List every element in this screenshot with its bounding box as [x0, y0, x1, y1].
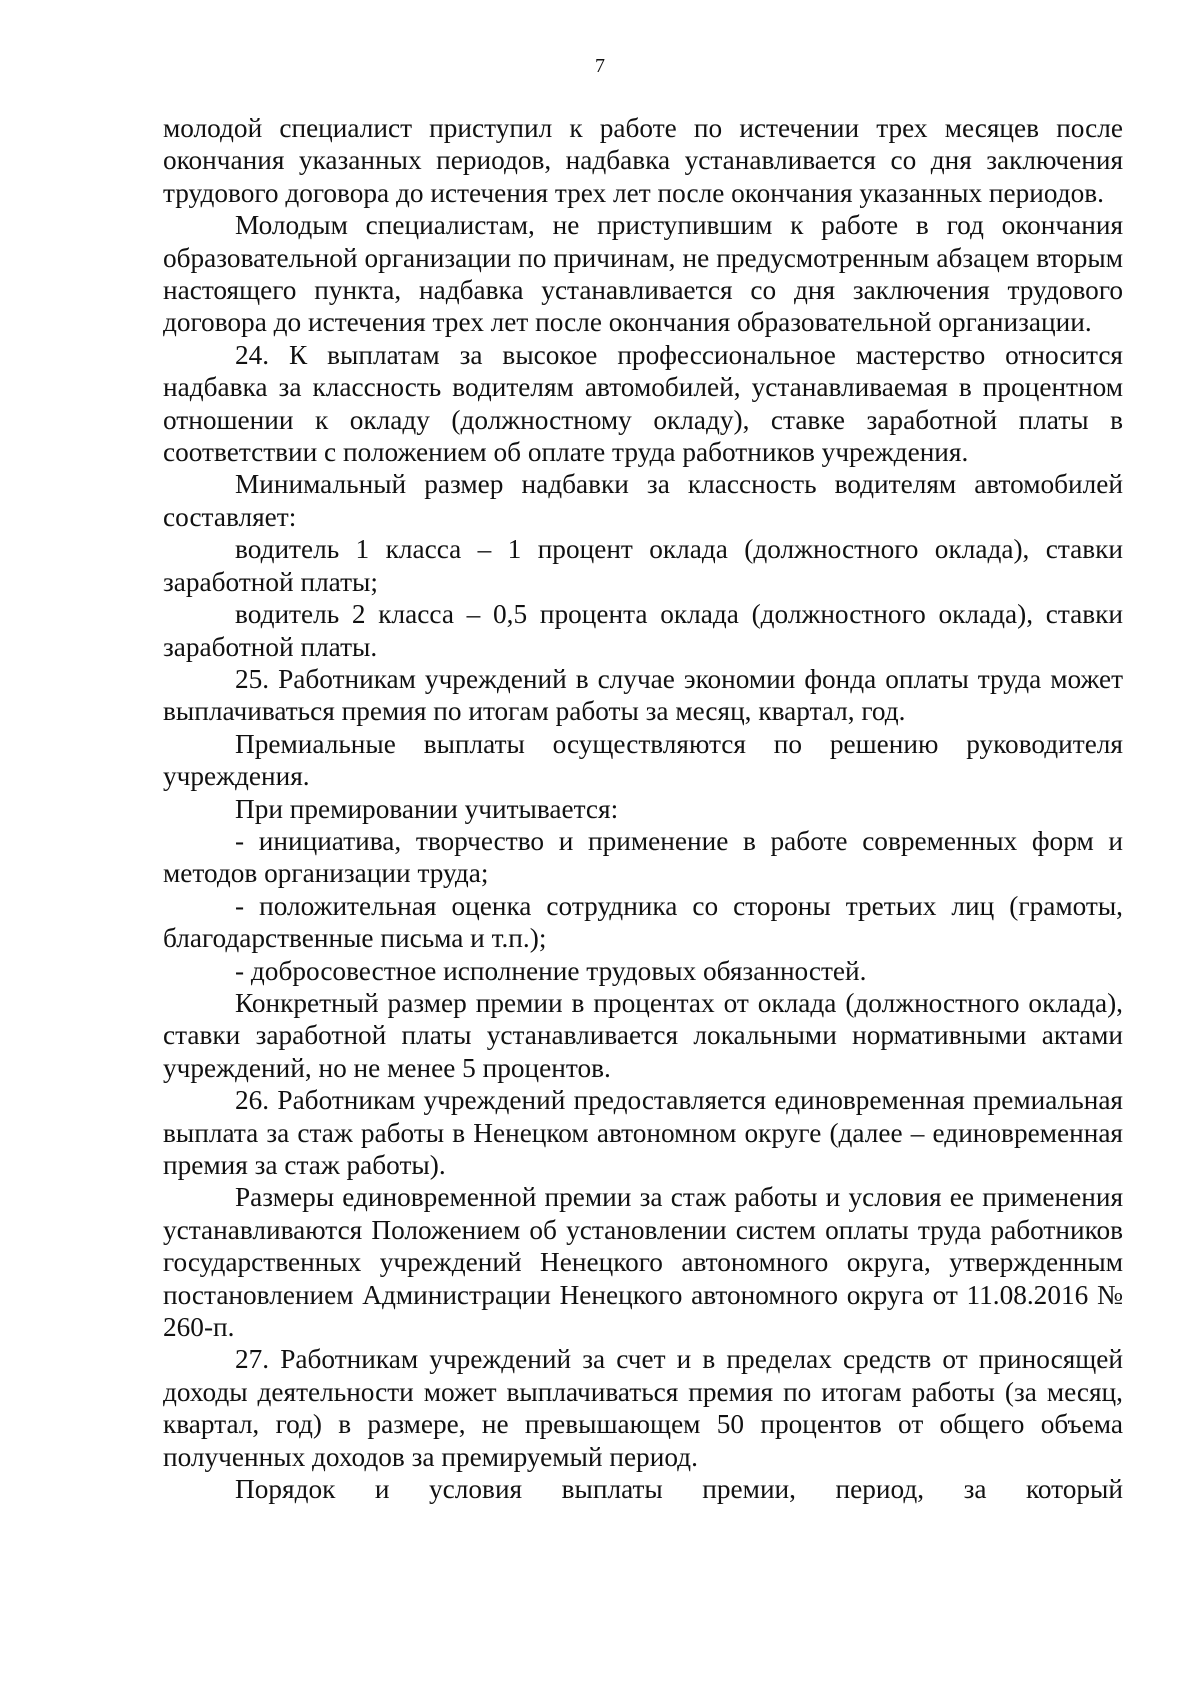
paragraph: - добросовестное исполнение трудовых обязанностей. — [235, 955, 867, 986]
paragraph: Премиальные выплаты осуществляются по решению руководителя учреждения. — [163, 728, 1123, 792]
paragraph: водитель 2 класса – 0,5 процента оклада (должностного оклада), ставки заработной платы. — [163, 599, 1123, 662]
paragraph: Молодым специалистам, не приступившим к работе в год окончания образовательной организации по причинам, не предусмотренным абзацем вторым настоящего пункта, надбавка устанавливается со дня заключения трудового договора до истечения трех лет после окончания образовательной организации. — [163, 210, 1123, 338]
paragraph: Размеры единовременной премии за стаж работы и условия ее применения устанавливаются Положением об установлении систем оплаты труда работников государственных учреждений Ненецкого автономного округа, утвержденным постановлением Администрации Ненецкого автономного округа от 11.08.2016 № 260-п. — [163, 1182, 1123, 1343]
paragraph: - положительная оценка сотрудника со стороны третьих лиц (грамоты, благодарственные письма и т.п.); — [163, 890, 1123, 954]
paragraph: водитель 1 класса – 1 процент оклада (должностного оклада), ставки заработной платы; — [163, 534, 1123, 597]
paragraph: 26. Работникам учреждений предоставляется единовременная премиальная выплата за стаж работы в Ненецком автономном округе (далее – единовременная премия за стаж работы). — [163, 1085, 1123, 1180]
paragraph: 24. К выплатам за высокое профессиональное мастерство относится надбавка за классность водителям автомобилей, устанавливаемая в процентном отношении к окладу (должностному окладу), ставке заработной платы в соответствии с положением об оплате труда работников учреждения. — [163, 339, 1123, 468]
paragraph: Порядок и условия выплаты премии, период, за который — [235, 1474, 1123, 1505]
paragraph: молодой специалист приступил к работе по истечении трех месяцев после окончания указанных периодов, надбавка устанавливается со дня заключения трудового договора до истечения трех лет после окончания указанных периодов. — [163, 113, 1123, 208]
page-number: 7 — [595, 55, 605, 77]
paragraph: При премировании учитывается: — [235, 793, 619, 824]
paragraph: Минимальный размер надбавки за классность водителям автомобилей составляет: — [163, 469, 1123, 532]
paragraph: 27. Работникам учреждений за счет и в пределах средств от приносящей доходы деятельности может выплачиваться премия по итогам работы (за месяц, квартал, год) в размере, не превышающем 50 процентов от общего объема полученных доходов за премируемый период. — [163, 1344, 1123, 1472]
paragraph: - инициатива, творчество и применение в работе современных форм и методов организации труда; — [163, 825, 1123, 889]
document-body — [163, 112, 1123, 1505]
paragraph: Конкретный размер премии в процентах от оклада (должностного оклада), ставки заработной платы устанавливается локальными нормативными актами учреждений, но не менее 5 процентов. — [163, 987, 1123, 1083]
paragraph: 25. Работникам учреждений в случае экономии фонда оплаты труда может выплачиваться премия по итогам работы за месяц, квартал, год. — [163, 663, 1123, 727]
